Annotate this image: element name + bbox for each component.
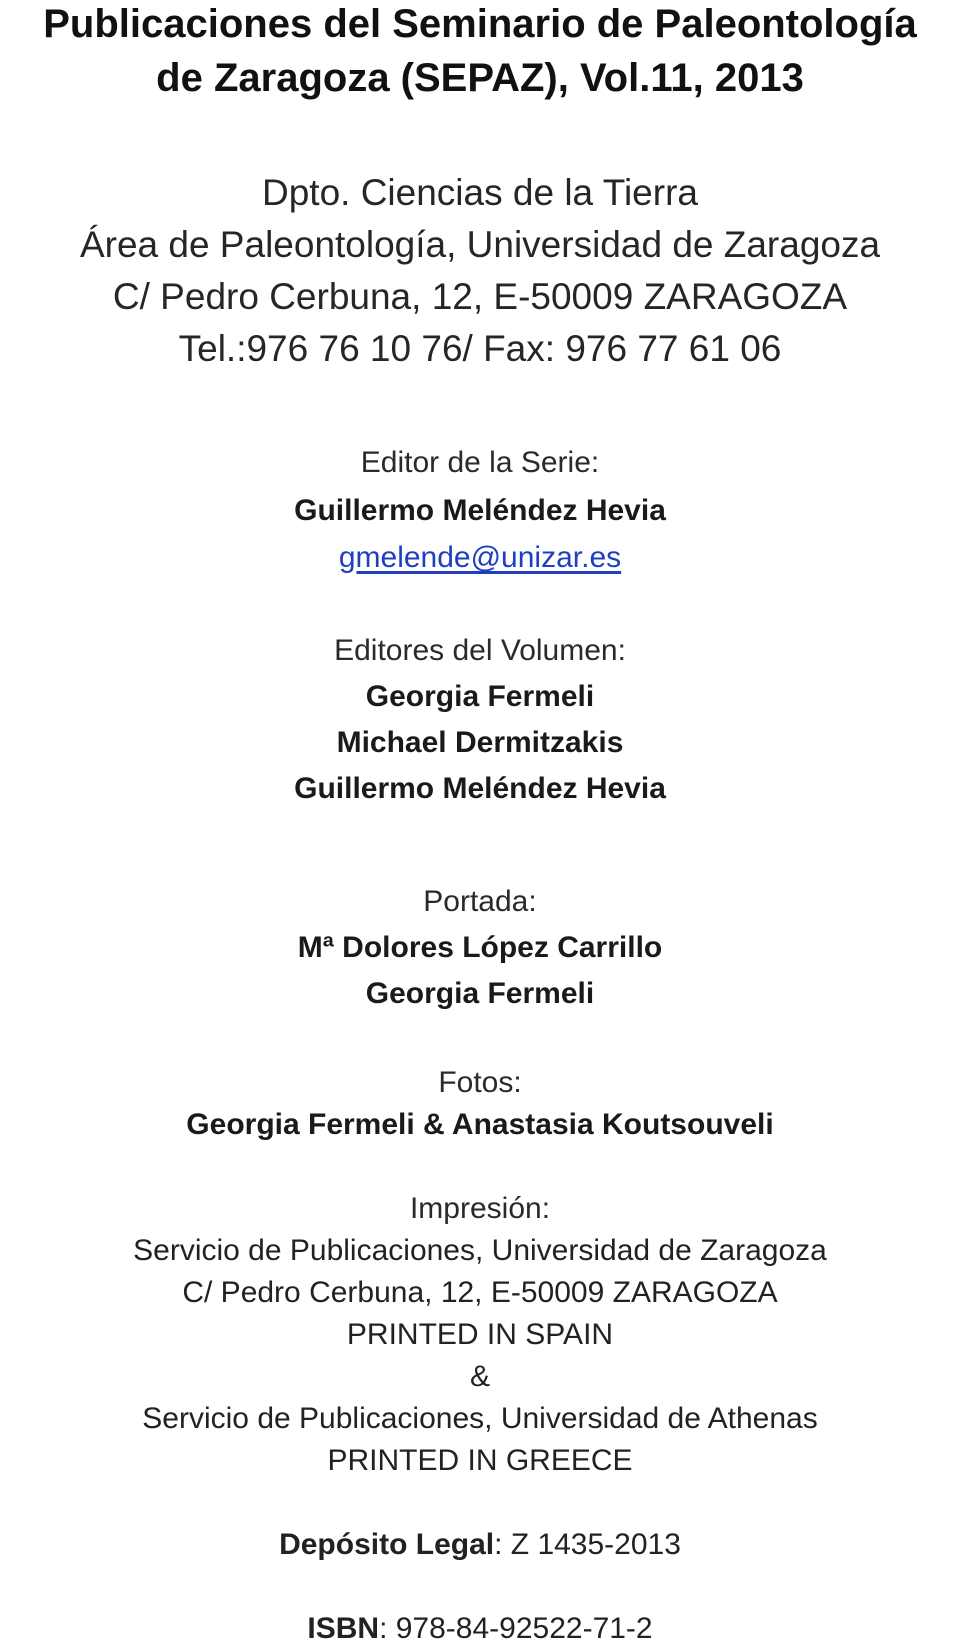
- series-editor-name: Guillermo Meléndez Hevia: [294, 494, 666, 527]
- isbn: [0, 1614, 960, 1644]
- title-line-2: de Zaragoza (SEPAZ), Vol.11, 2013: [156, 56, 804, 100]
- cover-author-name: Mª Dolores López Carrillo: [297, 931, 663, 964]
- volume-editor-name: Guillermo Meléndez Hevia: [294, 772, 666, 805]
- address-line-3: C/ Pedro Cerbuna, 12, E-50009 ZARAGOZA: [112, 276, 848, 317]
- volume-editors-label: Editores del Volumen:: [334, 634, 626, 667]
- legal-deposit: [0, 1530, 960, 1560]
- isbn-label: ISBN: [307, 1612, 380, 1645]
- address-line-2: Área de Paleontología, Universidad de Zaragoza: [79, 224, 881, 265]
- printing-line: Servicio de Publicaciones, Universidad de Athenas: [142, 1402, 818, 1435]
- cover-author-name: Georgia Fermeli: [365, 977, 595, 1010]
- series-editor-label: Editor de la Serie:: [360, 446, 600, 479]
- printing-line: Servicio de Publicaciones, Universidad de Zaragoza: [133, 1234, 827, 1267]
- volume-editor-name: Georgia Fermeli: [365, 680, 595, 713]
- title-line-1: Publicaciones del Seminario de Paleontología: [43, 2, 917, 46]
- cover-label: Portada:: [423, 885, 537, 918]
- printing-line: PRINTED IN GREECE: [327, 1444, 633, 1477]
- series-editor-email-row: [0, 543, 960, 573]
- printing-line: C/ Pedro Cerbuna, 12, E-50009 ZARAGOZA: [182, 1276, 778, 1309]
- printing-line: PRINTED IN SPAIN: [346, 1318, 614, 1351]
- photos-authors: Georgia Fermeli & Anastasia Koutsouveli: [186, 1108, 774, 1141]
- legal-deposit-value: : Z 1435-2013: [494, 1528, 681, 1561]
- photos-label: Fotos:: [438, 1066, 522, 1099]
- volume-editor-name: Michael Dermitzakis: [336, 726, 624, 759]
- series-editor-email-link[interactable]: gmelende@unizar.es: [338, 541, 622, 574]
- printing-label: Impresión:: [409, 1192, 551, 1225]
- printing-line: &: [469, 1360, 490, 1393]
- legal-deposit-label: Depósito Legal: [279, 1528, 495, 1561]
- address-line-1: Dpto. Ciencias de la Tierra: [262, 172, 698, 213]
- address-line-4: Tel.:976 76 10 76/ Fax: 976 77 61 06: [178, 328, 782, 369]
- isbn-value: : 978-84-92522-71-2: [379, 1612, 653, 1645]
